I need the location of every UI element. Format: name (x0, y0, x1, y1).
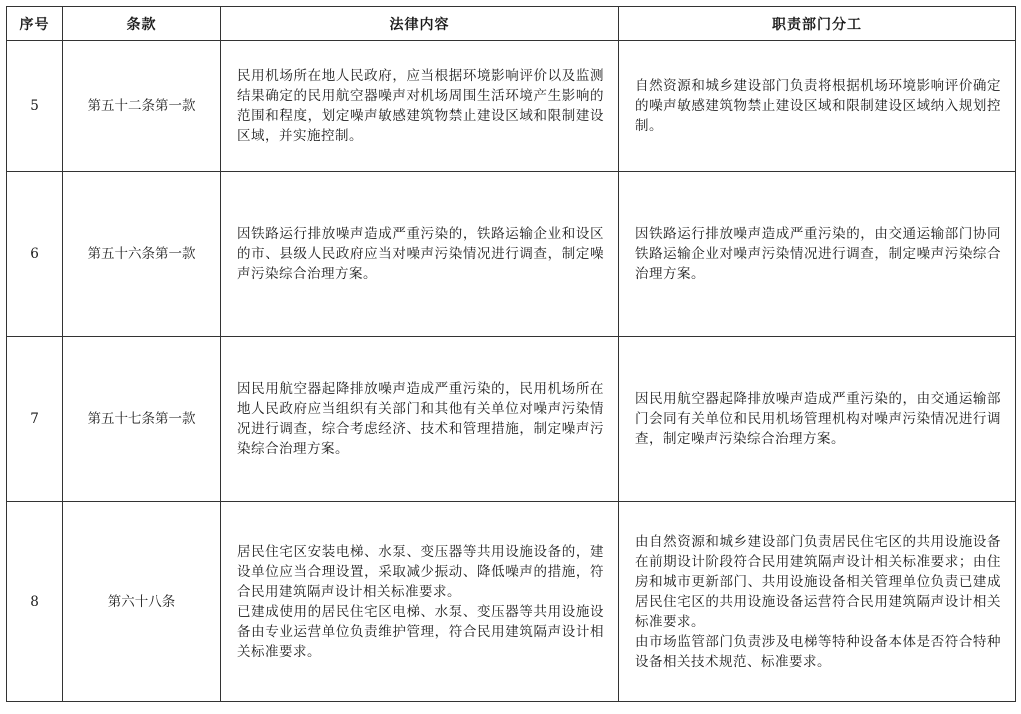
duty-paragraph: 由市场监管部门负责涉及电梯等特种设备本体是否符合特种设备相关技术规范、标准要求。 (635, 633, 1001, 670)
row-index: 7 (7, 337, 63, 502)
row-law-content (221, 502, 619, 702)
row-clause: 第五十二条第一款 (63, 41, 221, 172)
header-law: 法律内容 (221, 7, 619, 41)
duty-paragraph: 因铁路运行排放噪声造成严重污染的，由交通运输部门协同铁路运输企业对噪声污染情况进行调查，制定噪声污染综合治理方案。 (635, 226, 1001, 282)
law-paragraph: 民用机场所在地人民政府，应当根据环境影响评价以及监测结果确定的民用航空器噪声对机场周围生活环境产生影响的范围和程度，划定噪声敏感建筑物禁止建设区域和限制建设区域，并实施控制。 (237, 68, 604, 144)
row-law-content (221, 172, 619, 337)
row-law-content (221, 41, 619, 172)
row-clause: 第五十七条第一款 (63, 337, 221, 502)
row-index: 8 (7, 502, 63, 702)
row-duty-content (619, 502, 1016, 702)
duty-paragraph: 自然资源和城乡建设部门负责将根据机场环境影响评价确定的噪声敏感建筑物禁止建设区域和限制建设区域纳入规划控制。 (635, 78, 1001, 134)
duty-paragraph: 由自然资源和城乡建设部门负责居民住宅区的共用设施设备在前期设计阶段符合民用建筑隔声设计相关标准要求；由住房和城市更新部门、共用设施设备相关管理单位负责已建成居民住宅区的共用设施设备运营符合民用建筑隔声设计相关标准要求。 (635, 533, 1001, 630)
law-paragraph: 因铁路运行排放噪声造成严重污染的，铁路运输企业和设区的市、县级人民政府应当对噪声污染情况进行调查，制定噪声污染综合治理方案。 (237, 226, 604, 282)
header-clause: 条款 (63, 7, 221, 41)
row-law-content (221, 337, 619, 502)
row-duty-content (619, 41, 1016, 172)
header-duty: 职责部门分工 (619, 7, 1016, 41)
duty-paragraph: 因民用航空器起降排放噪声造成严重污染的，由交通运输部门会同有关单位和民用机场管理机构对噪声污染情况进行调查，制定噪声污染综合治理方案。 (635, 391, 1001, 447)
law-paragraph: 因民用航空器起降排放噪声造成严重污染的，民用机场所在地人民政府应当组织有关部门和其他有关单位对噪声污染情况进行调查，综合考虑经济、技术和管理措施，制定噪声污染综合治理方案。 (237, 381, 604, 457)
row-index: 6 (7, 172, 63, 337)
law-paragraph: 居民住宅区安装电梯、水泵、变压器等共用设施设备的，建设单位应当合理设置，采取减少振动、降低噪声的措施，符合民用建筑隔声设计相关标准要求。 (237, 543, 604, 600)
law-paragraph: 已建成使用的居民住宅区电梯、水泵、变压器等共用设施设备由专业运营单位负责维护管理，符合民用建筑隔声设计相关标准要求。 (237, 603, 604, 660)
responsibility-table (6, 6, 1016, 702)
row-clause: 第五十六条第一款 (63, 172, 221, 337)
header-index: 序号 (7, 7, 63, 41)
row-index: 5 (7, 41, 63, 172)
table-row (7, 337, 1016, 502)
header-row (7, 7, 1016, 41)
row-duty-content (619, 337, 1016, 502)
row-clause: 第六十八条 (63, 502, 221, 702)
table-row (7, 41, 1016, 172)
table-row (7, 502, 1016, 702)
row-duty-content (619, 172, 1016, 337)
table-row (7, 172, 1016, 337)
